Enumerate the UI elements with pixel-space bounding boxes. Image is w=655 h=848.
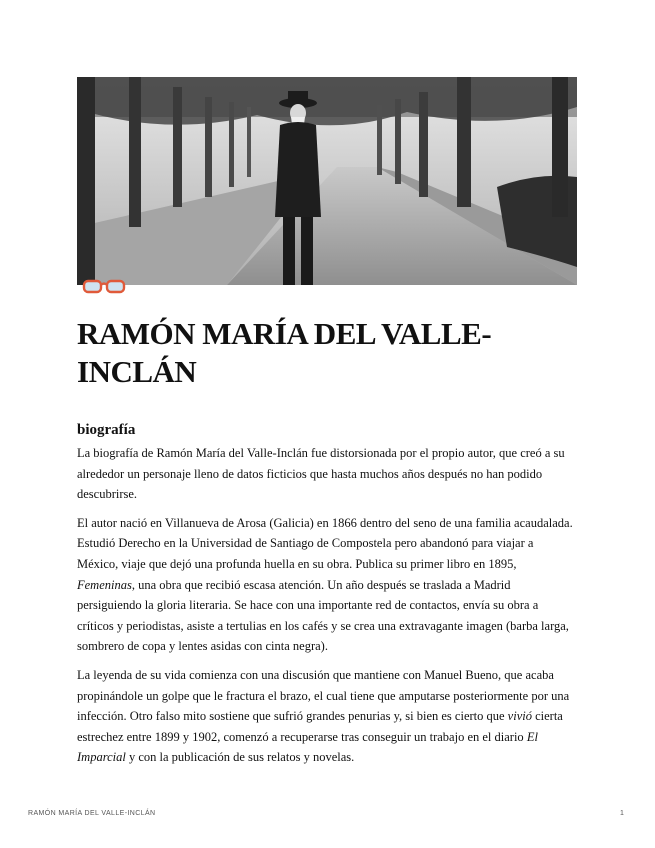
- paragraph-text: La leyenda de su vida comienza con una discusión que mantiene con Manuel Bueno, que acaba propinándole un golpe que le fractura el brazo, el cual tiene que amputarse posteriormente por una infección. Otro falso mito sostiene que sufrió grandes penurias y, si bien es cierto que: [77, 667, 570, 724]
- paragraph: [77, 665, 575, 768]
- running-title: RAMÓN MARÍA DEL VALLE-INCLÁN: [28, 810, 156, 817]
- glasses-icon: [82, 278, 126, 294]
- paragraph-text: , una obra que recibió escasa atención. Un año después se traslada a Madrid persiguiendo la gloria literaria. Se hace con una importante red de contactos, envía su obra a críticos y periodistas, asiste a tertulias en los cafés y se crea una extravagante imagen (barba larga, sombrero de copa y lentes asidas con cinta negra).: [77, 577, 569, 654]
- avenue-photo: [77, 77, 577, 285]
- page-number: 1: [620, 810, 624, 817]
- italic-text: Femeninas: [77, 577, 132, 592]
- paragraph: [77, 513, 575, 657]
- paragraph-text: y con la publicación de sus relatos y novelas.: [125, 750, 355, 765]
- body-text: [77, 443, 575, 776]
- paragraph-text: El autor nació en Villanueva de Arosa (Galicia) en 1866 dentro del seno de una familia acaudalada. Estudió Derecho en la Universidad de Santiago de Compostela pero abandonó para viajar a México, viaje que dejó una profunda huella en su obra. Publica su primer libro en 1895,: [77, 515, 573, 571]
- paragraph: [77, 443, 575, 505]
- paragraph-text: La biografía de Ramón María del Valle-Inclán fue distorsionada por el propio autor, que creó a su alrededor un personaje lleno de datos ficticios que hasta muchos años después no han podido descubrirse.: [77, 446, 565, 502]
- italic-text: El Imparcial: [77, 729, 538, 765]
- paragraph-text: cierta estrechez entre 1899 y 1902, comenzó a recuperarse tras conseguir un trabajo en el diario: [77, 709, 563, 744]
- section-heading: biografía: [77, 422, 136, 438]
- italic-text: vivió: [507, 709, 532, 724]
- page-title: RAMÓN MARÍA DEL VALLE-INCLÁN: [77, 316, 492, 389]
- header-photo: [77, 77, 577, 285]
